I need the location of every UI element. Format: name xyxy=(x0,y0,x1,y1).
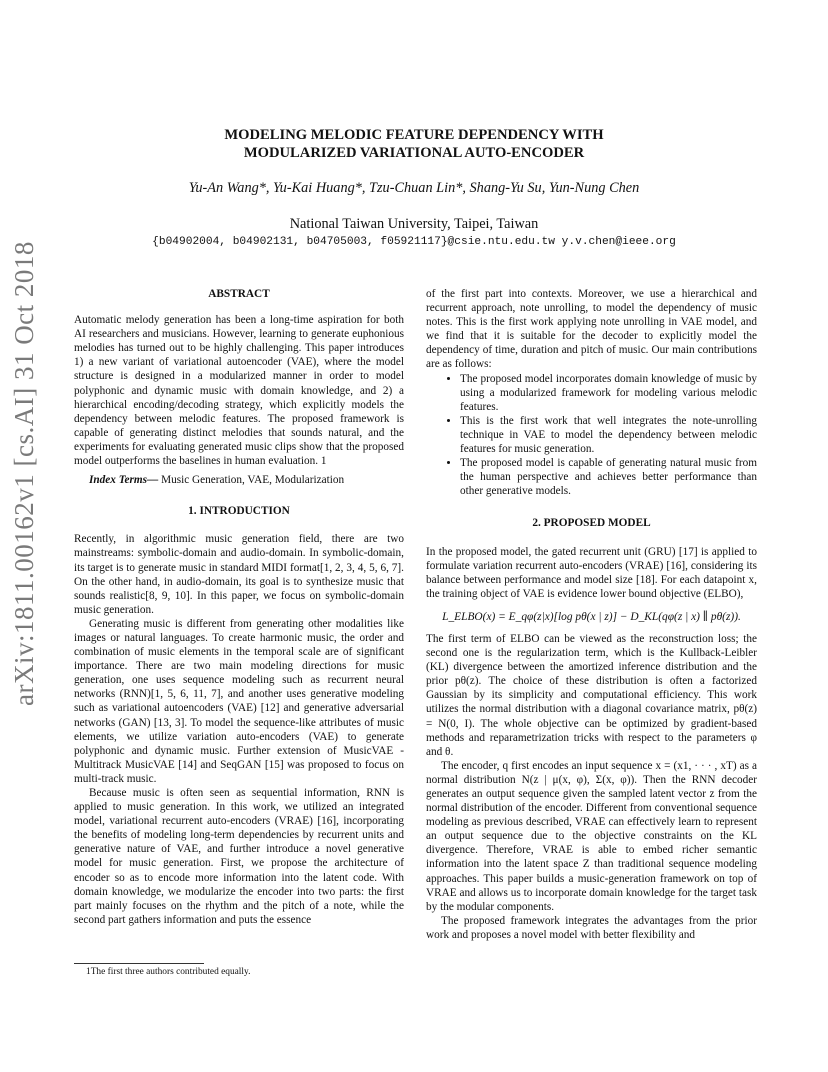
emails: {b04902004, b04902131, b04705003, f05921117}@csie.ntu.edu.tw y.v.chen@ieee.org xyxy=(152,236,676,248)
footnote: 1The first three authors contributed equally. xyxy=(86,967,251,977)
intro-paragraph-3: Because music is often seen as sequential information, RNN is applied to music generation. In this work, we utilized an integrated model, variational recurrent auto-encoders (VRAE) [16], incorporating the benefits of modeling long-term dependencies by recurrent units and generative nature of VAE, and further introduce a novel generative model for music generation. First, we propose the architecture of encoder so as to encode more information into the latent code. With domain knowledge, we modularize the encoder into two parts: the first part mainly focuses on the rhythm and the pitch of a note, while the second part gathers information and puts the essence xyxy=(74,787,404,926)
intro-paragraph-2: Generating music is different from generating other modalities like images or natural languages. To create harmonic music, the order and combination of music elements in the temporal scale are of significant importance. There are two main modeling directions for music generation, one uses sequence modeling such as recurrent neural networks (RNN)[1, 5, 6, 11, 7], and another uses generative modeling such as variational autoencoders (VAE) [12] and generative adversarial networks (GAN) [13, 3]. To model the sequence-like attributes of music elements, we utilize variation auto-encoders (VAE) to generate polyphonic and dynamic music. Further extension of MusicVAE - Multitrack MusicVAE [14] and SeqGAN [15] was proposed to focus on multi-track music. xyxy=(74,617,404,785)
model-paragraph-2: The first term of ELBO can be viewed as the reconstruction loss; the second one is the regularization term, which is the Kullback-Leibler (KL) divergence between the amortized inference distribution and the prior pθ(z). The choice of these distribution is often a factorized Gaussian by its simplicity and computational efficiency. This work utilizes the normal distribution with a diagonal covariance matrix, pθ(z) = N(0, I). The whole objective can be optimized by gradient-based methods and reparametrization tricks with respect to the parameters φ and θ. xyxy=(426,632,757,758)
title-line-1: MODELING MELODIC FEATURE DEPENDENCY WITH xyxy=(224,127,604,143)
elbo-equation: L_ELBO(x) = E_qφ(z|x)[log pθ(x | z)] − D_KL(qφ(z | x) ∥ pθ(z)). xyxy=(442,610,741,623)
index-terms-text: Music Generation, VAE, Modularization xyxy=(158,474,345,487)
paper-title xyxy=(120,126,708,162)
model-paragraph-1: In the proposed model, the gated recurrent unit (GRU) [17] is applied to formulate variation recurrent auto-encoders (VRAE) [16], considering its balance between performance and model size [18]. For each datapoint x, the training object of VAE is evidence lower bound objective (ELBO), xyxy=(426,545,757,600)
left-column xyxy=(74,287,404,927)
affiliation: National Taiwan University, Taipei, Taiwan xyxy=(289,216,539,232)
abstract-heading: ABSTRACT xyxy=(208,288,270,300)
authors: Yu-An Wang*, Yu-Kai Huang*, Tzu-Chuan Lin*, Shang-Yu Su, Yun-Nung Chen xyxy=(188,180,640,196)
index-terms-label: Index Terms— xyxy=(89,474,159,487)
model-paragraph-4: The proposed framework integrates the advantages from the prior work and proposes a novel model with better flexibility and xyxy=(426,914,757,941)
title-line-2: MODULARIZED VARIATIONAL AUTO-ENCODER xyxy=(243,145,585,161)
contribution-list xyxy=(426,372,757,499)
index-terms xyxy=(74,473,404,487)
footnote-rule xyxy=(74,963,204,964)
abstract-text: Automatic melody generation has been a long-time aspiration for both AI researchers and musicians. However, learning to generate euphonious melodies has turned out to be highly challenging. This paper introduces 1) a new variant of variational autoencoder (VAE), where the model structure is designed in a modularized manner in order to model polyphonic and dynamic music with domain knowledge, and 2) a hierarchical encoding/decoding strategy, which explicitly models the dependency between melodic features. The proposed framework is capable of generating distinct melodies that sounds natural, and the experiments for evaluating generated music clips show that the proposed model outperforms the baselines in human evaluation. 1 xyxy=(74,314,404,468)
contribution-item: • The proposed model is capable of generating natural music from the human perspective and achieves better performance than other generative models. xyxy=(460,456,757,498)
model-paragraph-3: The encoder, q first encodes an input sequence x = (x1, · · · , xT) as a normal distribution N(z | μ(x, φ), Σ(x, φ)). Then the RNN decoder generates an output sequence given the sampled latent vector z from the normal distribution of the encoder. Different from conventional sequence modeling as previous described, VRAE can effectively learn to represent an output sequence due to the objective constraints on the KL divergence. Therefore, VRAE is able to embed richer semantic information into the latent space Z than traditional sequence modeling approaches. This paper builds a music-generation framework on top of VRAE and allows us to incorporate domain knowledge for the target task by the modular components. xyxy=(426,759,757,913)
contribution-item: • The proposed model incorporates domain knowledge of music by using a modularized framework for modeling various melodic features. xyxy=(460,372,757,414)
right-paragraph-1: of the first part into contexts. Moreover, we use a hierarchical and recurrent approach, note unrolling, to model the dependency of music notes. This is the first work applying note unrolling in VAE model, and we find that it is suitable for the decoder to explicitly model the dependency of time, duration and pitch of music. Our main contributions are as follows: xyxy=(426,288,757,371)
intro-heading: 1. INTRODUCTION xyxy=(188,505,290,518)
intro-paragraph-1: Recently, in algorithmic music generation field, there are two mainstreams: symbolic-domain and audio-domain. In symbolic-domain, its target is to generate music in standard MIDI format[1, 2, 3, 4, 5, 6, 7]. On the other hand, in audio-domain, its goal is to synthesize music that sounds realistic[8, 9, 10]. In this paper, we focus on symbolic-domain music generation. xyxy=(74,533,404,616)
model-heading: 2. PROPOSED MODEL xyxy=(532,517,651,530)
contribution-item: • This is the first work that well integrates the note-unrolling technique in VAE to model the dependency between melodic features for music generation. xyxy=(460,414,757,456)
right-column xyxy=(426,287,757,942)
arxiv-watermark: arXiv:1811.00162v1 [cs.AI] 31 Oct 2018 xyxy=(9,241,39,706)
